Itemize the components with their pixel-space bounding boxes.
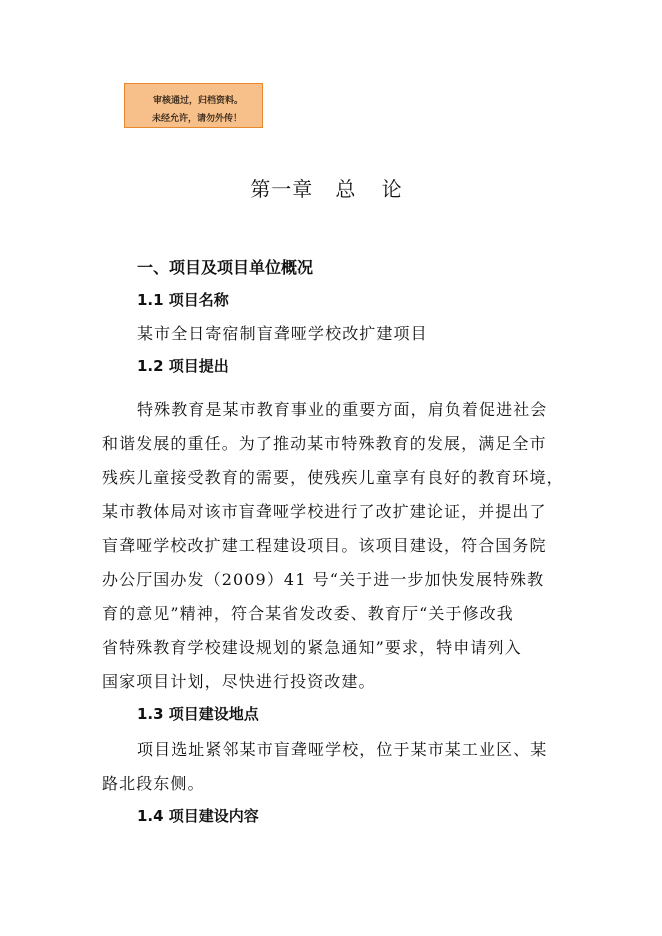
paragraph-line: 路北段东侧。 [102, 774, 205, 793]
chapter-number: 第一章 [250, 177, 314, 201]
archive-stamp [124, 83, 263, 128]
subsection-heading-1-2: 1.2 项目提出 [137, 357, 229, 375]
subsection-heading-1-1: 1.1 项目名称 [137, 291, 229, 309]
paragraph-line: 某市教体局对该市盲聋哑学校进行了改扩建论证，并提出了 [102, 502, 547, 521]
stamp-line-1: 审核通过，归档资料。 [153, 96, 244, 106]
project-name-text: 某市全日寄宿制盲聋哑学校改扩建项目 [137, 324, 428, 343]
stamp-line-2: 未经允许，请勿外传！ [152, 114, 243, 124]
paragraph-line: 国家项目计划，尽快进行投资改建。 [102, 672, 376, 691]
paragraph-line: 特殊教育是某市教育事业的重要方面，肩负着促进社会 [137, 400, 548, 419]
paragraph-line: 办公厅国办发（2009）41 号“关于进一步加快发展特殊教 [102, 570, 545, 589]
section-heading: 一、项目及项目单位概况 [137, 258, 314, 277]
subsection-heading-1-4: 1.4 项目建设内容 [137, 807, 259, 825]
chapter-name: 总 论 [335, 177, 412, 201]
paragraph-line: 省特殊教育学校建设规划的紧急通知”要求，特申请列入 [102, 638, 522, 657]
paragraph-line: 育的意见”精神，符合某省发改委、教育厅“关于修改我 [102, 604, 514, 623]
paragraph-line: 项目选址紧邻某市盲聋哑学校，位于某市某工业区、某 [137, 740, 548, 759]
paragraph-line: 盲聋哑学校改扩建工程建设项目。该项目建设，符合国务院 [102, 536, 547, 555]
subsection-heading-1-3: 1.3 项目建设地点 [137, 705, 259, 723]
paragraph-line: 和谐发展的重任。为了推动某市特殊教育的发展，满足全市 [102, 434, 547, 453]
chapter-title [0, 173, 662, 202]
paragraph-line: 残疾儿童接受教育的需要，使残疾儿童享有良好的教育环境， [102, 468, 564, 487]
